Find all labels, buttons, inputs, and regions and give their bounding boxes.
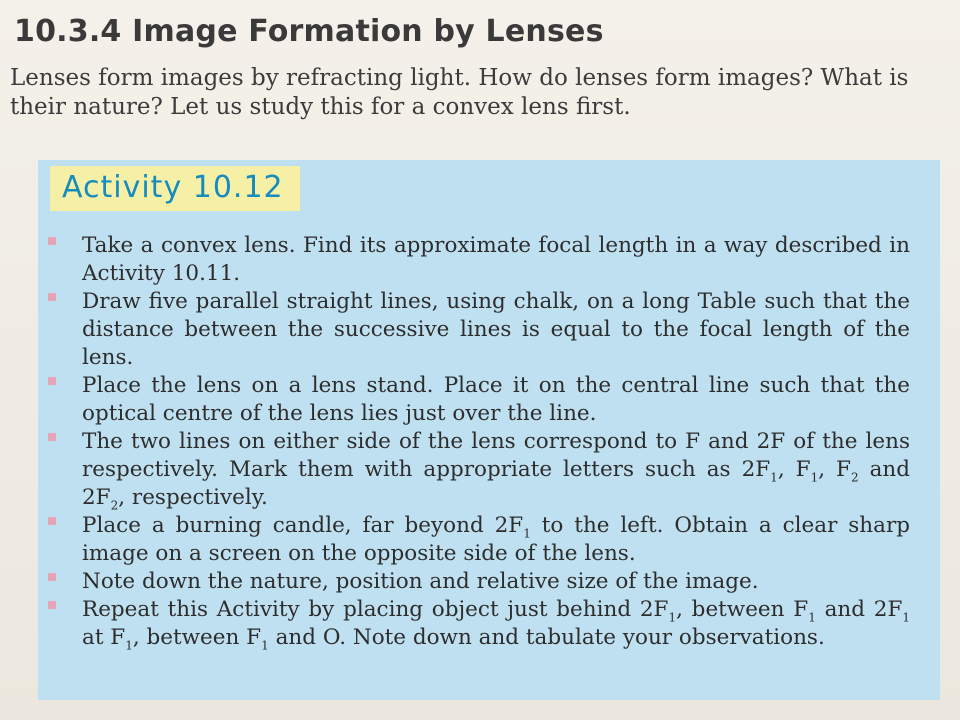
bullet-icon (48, 237, 56, 245)
step-text: Take a convex lens. Find its approximate focal length in a way described in Activity 10.11. (82, 233, 910, 286)
intro-paragraph: Lenses form images by refracting light. How do lenses form images? What is their nature? Let us study this for a convex lens first. (10, 65, 909, 120)
list-item (38, 232, 940, 288)
bullet-icon (48, 293, 56, 301)
bullet-icon (48, 573, 56, 581)
step-text: Draw five parallel straight lines, using chalk, on a long Table such that the distance between the successive lines is equal to the focal length of the lens. (82, 289, 910, 370)
list-item (38, 372, 940, 428)
step-text: Repeat this Activity by placing object just behind $2F_1$, between $F_1$ and $2F_1$ at $F_1$, between $F_1$ and O. Note down and tabulate your observations. (82, 597, 911, 653)
activity-box (38, 160, 940, 700)
bullet-icon (48, 377, 56, 385)
bullet-icon (48, 433, 56, 441)
activity-steps (38, 232, 940, 652)
activity-label: Activity 10.12 (50, 166, 300, 211)
step-text: Place a burning candle, far beyond $2F_1$ to the left. Obtain a clear sharp image on a screen on the opposite side of the lens. (82, 513, 911, 566)
list-item (38, 428, 940, 512)
step-text: Note down the nature, position and relative size of the image. (82, 569, 759, 594)
list-item (38, 512, 940, 568)
list-item (38, 288, 940, 372)
bullet-icon (48, 601, 56, 609)
list-item (38, 596, 940, 652)
step-text: Place the lens on a lens stand. Place it on the central line such that the optical centre of the lens lies just over the line. (82, 373, 910, 426)
section-title: 10.3.4 Image Formation by Lenses (14, 14, 604, 49)
step-text: The two lines on either side of the lens correspond to F and 2F of the lens respectively. Mark them with appropriate letters such as $2F_1$, $F_1$, $F_2$ and $2F_2$, respectively. (82, 429, 911, 513)
list-item (38, 568, 940, 596)
bullet-icon (48, 517, 56, 525)
